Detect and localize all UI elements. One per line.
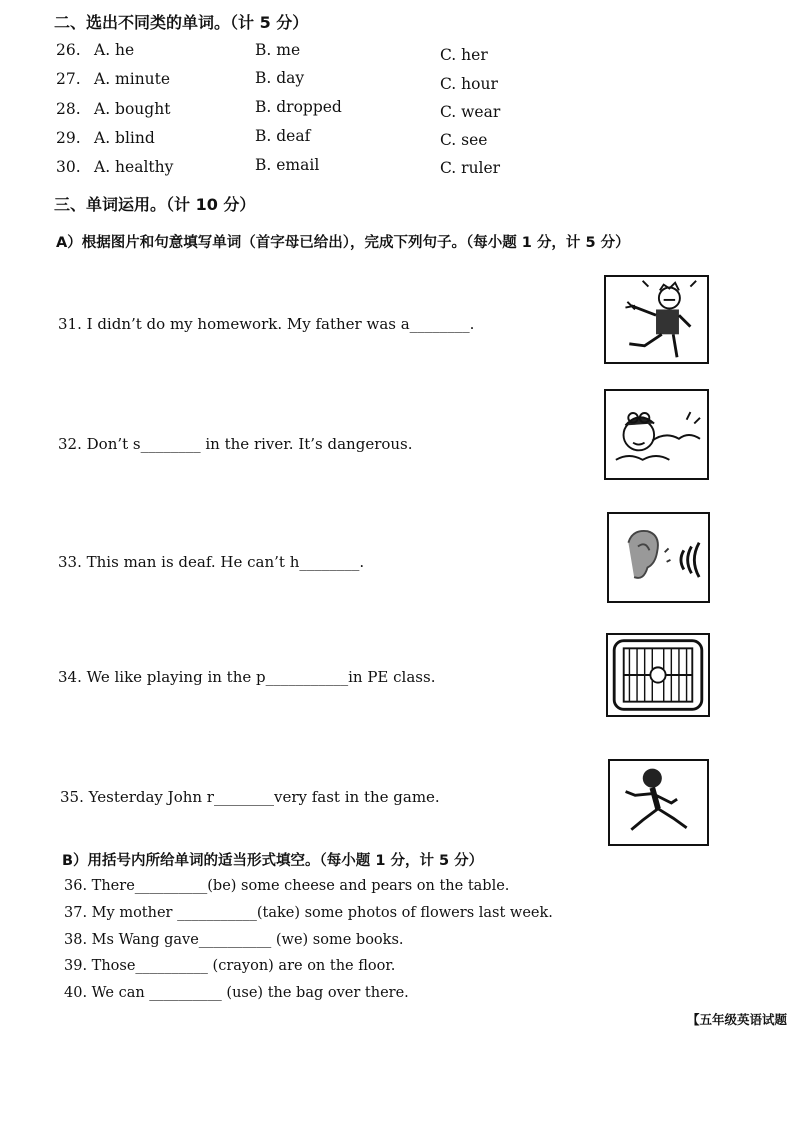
- row-29-option-a: A. blind: [94, 129, 155, 147]
- row-26-option-c: C. her: [440, 46, 488, 64]
- question-31-num: 31.: [58, 315, 82, 333]
- question-31: [58, 315, 474, 333]
- question-31-text: I didn’t do my homework. My father was a________.: [86, 315, 475, 333]
- row-28-option-c: C. wear: [440, 103, 501, 121]
- row-30-option-b: B. email: [255, 156, 320, 174]
- ear-sound-icon: [609, 514, 708, 601]
- question-38-text: Ms Wang gave__________ (we) some books.: [91, 932, 404, 948]
- playground-picture: [606, 633, 710, 717]
- section-2-title: 二、选出不同类的单词。（计 5 分）: [54, 13, 309, 32]
- question-38: [64, 932, 404, 948]
- part-b-title: B）用括号内所给单词的适当形式填空。（每小题 1 分，计 5 分）: [62, 853, 484, 869]
- question-39-text: Those__________ (crayon) are on the floor.: [91, 958, 396, 974]
- question-33: [58, 553, 364, 571]
- part-a-title: A）根据图片和句意填写单词（首字母已给出），完成下列句子。（每小题 1 分，计 5 分）: [56, 235, 630, 251]
- row-28-option-a: A. bought: [94, 100, 171, 118]
- question-36-num: 36.: [64, 878, 88, 894]
- question-34-text: We like playing in the p___________in PE class.: [86, 668, 436, 686]
- question-40-text: We can __________ (use) the bag over there.: [91, 985, 409, 1001]
- question-35-num: 35.: [60, 788, 84, 806]
- question-32: [58, 435, 413, 453]
- page-footer: 【五年级英语试题: [687, 1012, 788, 1027]
- question-32-num: 32.: [58, 435, 82, 453]
- question-35: [60, 788, 440, 806]
- row-27-option-b: B. day: [255, 69, 305, 87]
- question-35-text: Yesterday John r________very fast in the game.: [88, 788, 440, 806]
- row-27-option-a: A. minute: [94, 70, 171, 88]
- running-boy-picture: [608, 759, 709, 846]
- question-40-num: 40.: [64, 985, 88, 1001]
- question-33-text: This man is deaf. He can’t h________.: [86, 553, 365, 571]
- row-30-option-c: C. ruler: [440, 159, 501, 177]
- question-37-text: My mother ___________(take) some photos of flowers last week.: [91, 905, 553, 921]
- row-30-option-a: A. healthy: [94, 158, 174, 176]
- playground-icon: [608, 635, 708, 715]
- row-27-option-c: C. hour: [440, 75, 498, 93]
- question-33-num: 33.: [58, 553, 82, 571]
- row-29-option-b: B. deaf: [255, 127, 311, 145]
- row-29-option-c: C. see: [440, 131, 488, 149]
- question-36: [64, 878, 509, 894]
- deaf-man-picture: [607, 512, 710, 603]
- row-28-option-b: B. dropped: [255, 98, 342, 116]
- section-3-title: 三、单词运用。（计 10 分）: [54, 195, 256, 214]
- angry-man-icon: [606, 277, 707, 362]
- question-39-num: 39.: [64, 958, 88, 974]
- question-40: [64, 985, 409, 1001]
- question-37-num: 37.: [64, 905, 88, 921]
- question-36-text: There__________(be) some cheese and pears on the table.: [91, 878, 510, 894]
- question-38-num: 38.: [64, 932, 88, 948]
- row-26-num: 26.: [56, 41, 81, 59]
- question-32-text: Don’t s________ in the river. It’s dangerous.: [86, 435, 413, 453]
- question-39: [64, 958, 395, 974]
- swimming-picture: [604, 389, 709, 480]
- runner-icon: [610, 761, 707, 844]
- row-29-num: 29.: [56, 129, 81, 147]
- angry-father-picture: [604, 275, 709, 364]
- question-34-num: 34.: [58, 668, 82, 686]
- row-26-option-b: B. me: [255, 41, 301, 59]
- row-30-num: 30.: [56, 158, 81, 176]
- row-27-num: 27.: [56, 70, 81, 88]
- question-34: [58, 668, 435, 686]
- swimmer-icon: [606, 391, 707, 478]
- row-28-num: 28.: [56, 100, 81, 118]
- row-26-option-a: A. he: [94, 41, 135, 59]
- question-37: [64, 905, 553, 921]
